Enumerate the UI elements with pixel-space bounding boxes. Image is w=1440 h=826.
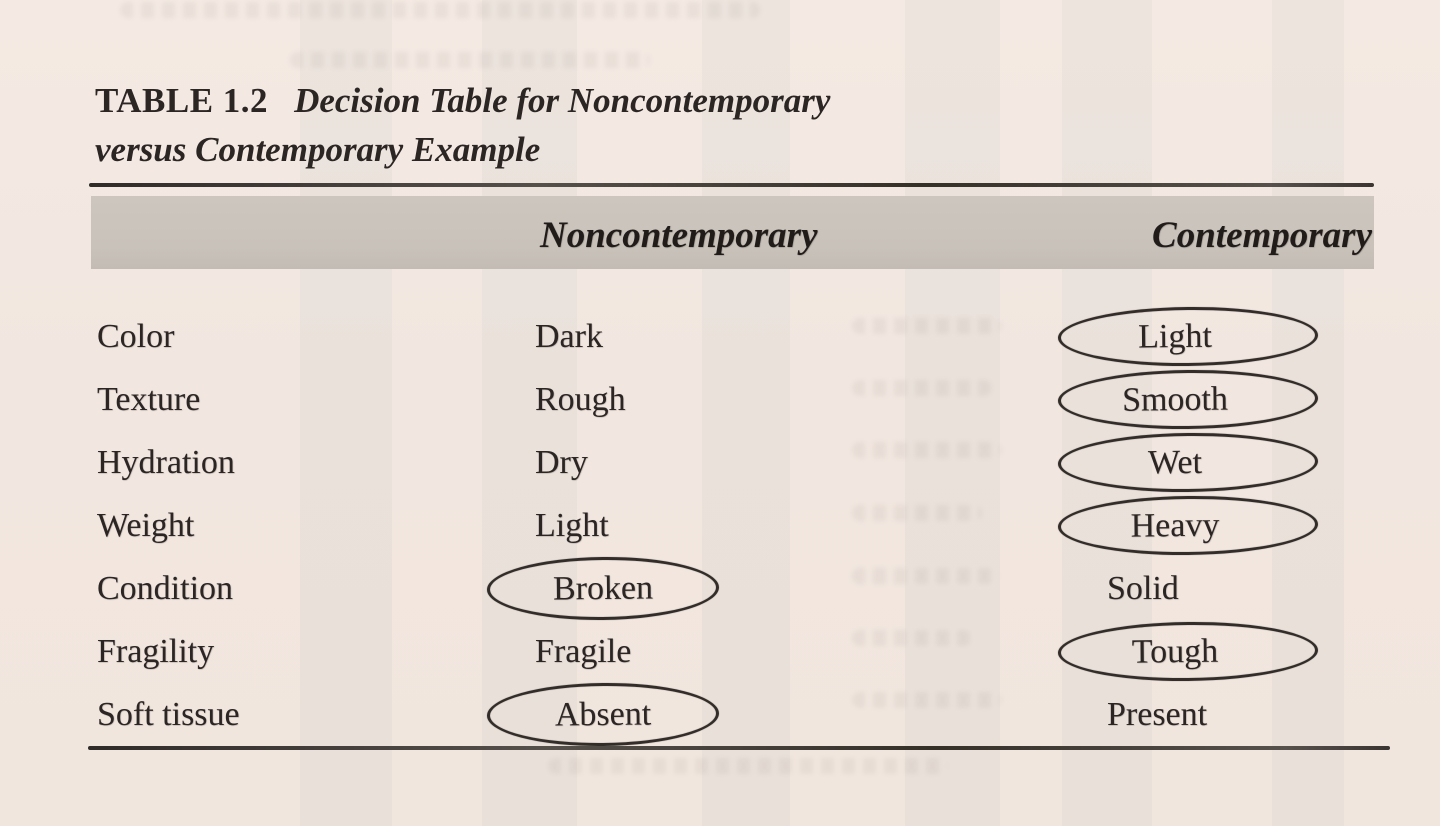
column-header-contemporary: Contemporary xyxy=(1152,215,1372,256)
cell-contemporary xyxy=(1058,570,1417,608)
value-oval xyxy=(1058,432,1319,494)
noncontemporary-value: Dark xyxy=(535,317,603,355)
bleedthrough-smudge xyxy=(290,52,650,68)
value-oval xyxy=(535,507,609,545)
noncontemporary-value: Broken xyxy=(552,568,654,608)
contemporary-value: Solid xyxy=(1107,569,1179,607)
row-attribute: Soft tissue xyxy=(97,695,240,733)
cell-noncontemporary xyxy=(535,381,1058,419)
row-attribute: Color xyxy=(97,317,175,355)
bleedthrough-smudge xyxy=(120,2,760,18)
table-bottom-rule xyxy=(88,746,1390,750)
row-attribute: Texture xyxy=(97,380,201,418)
cell-contemporary xyxy=(1058,496,1417,555)
row-attribute: Weight xyxy=(97,506,195,544)
table-row xyxy=(97,431,1417,494)
noncontemporary-value: Light xyxy=(535,506,609,544)
cell-noncontemporary xyxy=(535,683,1058,746)
value-oval xyxy=(487,682,720,747)
noncontemporary-value: Dry xyxy=(535,443,588,481)
cell-contemporary xyxy=(1058,307,1417,366)
table-top-rule xyxy=(89,183,1374,187)
contemporary-value: Light xyxy=(1137,317,1213,356)
table-caption-text-line1: Decision Table for Noncontemporary xyxy=(294,81,831,120)
table-rows xyxy=(97,305,1417,746)
cell-noncontemporary xyxy=(535,318,1058,356)
value-oval xyxy=(1058,696,1207,734)
value-oval xyxy=(1058,495,1319,557)
value-oval xyxy=(535,444,588,482)
table-caption-line1 xyxy=(95,76,830,125)
cell-noncontemporary xyxy=(535,444,1058,482)
table-row xyxy=(97,494,1417,557)
value-oval xyxy=(1058,621,1319,683)
row-attribute: Condition xyxy=(97,569,234,607)
table-row xyxy=(97,557,1417,620)
row-attribute: Hydration xyxy=(97,443,235,481)
contemporary-value: Heavy xyxy=(1130,506,1220,545)
table-number-label: TABLE 1.2 xyxy=(95,81,269,120)
table-caption-text-line2: versus Contemporary Example xyxy=(95,130,541,169)
cell-noncontemporary xyxy=(535,507,1058,545)
table-row xyxy=(97,620,1417,683)
row-attribute: Fragility xyxy=(97,632,215,670)
noncontemporary-value: Absent xyxy=(554,694,652,734)
contemporary-value: Smooth xyxy=(1121,380,1229,419)
noncontemporary-value: Rough xyxy=(535,380,626,418)
table-caption xyxy=(95,76,830,174)
cell-noncontemporary xyxy=(535,633,1058,671)
cell-contemporary xyxy=(1058,622,1417,681)
value-oval xyxy=(1058,369,1319,431)
cell-contemporary xyxy=(1058,433,1417,492)
contemporary-value: Tough xyxy=(1131,632,1219,671)
value-oval xyxy=(535,633,631,671)
cell-noncontemporary xyxy=(535,557,1058,620)
column-header-noncontemporary: Noncontemporary xyxy=(540,215,818,256)
noncontemporary-value: Fragile xyxy=(535,632,632,670)
value-oval xyxy=(1058,306,1319,368)
table-row xyxy=(97,305,1417,368)
contemporary-value: Wet xyxy=(1147,443,1203,481)
value-oval xyxy=(535,318,603,356)
bleedthrough-smudge xyxy=(548,758,948,774)
table-row xyxy=(97,683,1417,746)
cell-contemporary xyxy=(1058,370,1417,429)
value-oval xyxy=(487,556,720,621)
contemporary-value: Present xyxy=(1107,695,1208,733)
value-oval xyxy=(1058,570,1179,608)
table-row xyxy=(97,368,1417,431)
cell-contemporary xyxy=(1058,696,1417,734)
value-oval xyxy=(535,381,626,419)
